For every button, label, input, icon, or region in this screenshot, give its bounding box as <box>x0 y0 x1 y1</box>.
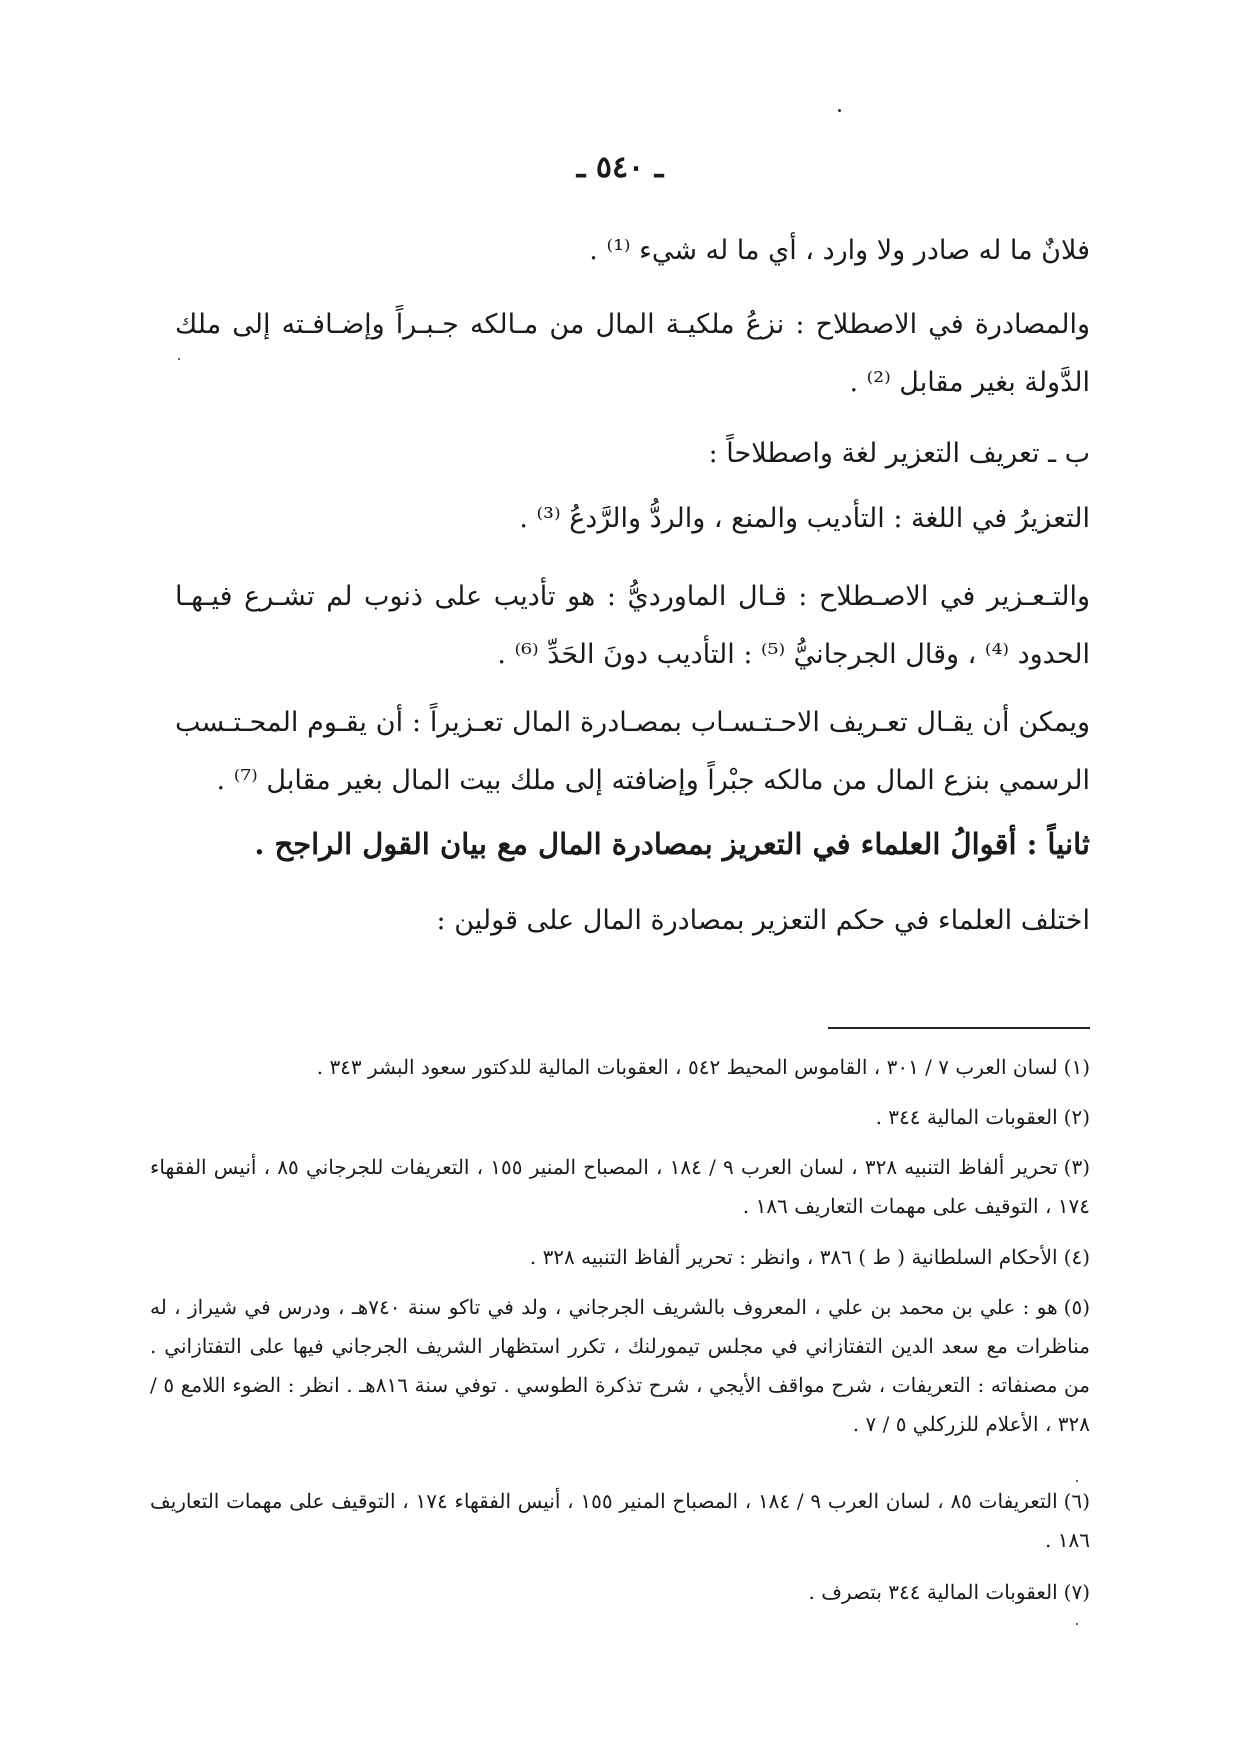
scan-speck <box>1076 1623 1078 1625</box>
footnote-number: (٢) <box>1063 1105 1090 1129</box>
footnote-text: العقوبات المالية ٣٤٤ . <box>875 1105 1058 1129</box>
paragraph-1: فلانٌ ما له صادر ولا وارد ، أي ما له شيء ⁽¹⁾ . <box>589 235 1090 266</box>
paragraph-technical-definition: والتـعـزير في الاصـطلاح : قـال الماورديُّ : هو تأديب على ذنوب لم تشـرع فيـهـا الحدود ⁽⁴⁾ ، وقال الجرجانيُّ ⁽⁵⁾ : التأديب دونَ الحَدِّ ⁽⁶⁾ . <box>175 581 1090 670</box>
paragraph-lexical-definition: التعزيرُ في اللغة : التأديب والمنع ، والردُّ والرَّدعُ ⁽³⁾ . <box>519 503 1090 534</box>
footnote-6 <box>150 1482 1090 1560</box>
section-heading: ثانياً : أقوالُ العلماء في التعريز بمصادرة المال مع بيان القول الراجح . <box>254 827 1090 861</box>
footnote-number: (١) <box>1063 1055 1090 1079</box>
footnote-text: التعريفات ٨٥ ، لسان العرب ٩ / ١٨٤ ، المصباح المنير ١٥٥ ، أنيس الفقهاء ١٧٤ ، التوقيف على مهمات التعاريف ١٨٦ . <box>150 1489 1090 1552</box>
footnote-number: (٧) <box>1063 1580 1090 1604</box>
paragraph-proposed-definition: ويمكن أن يقـال تعـريف الاحـتـسـاب بمصـادرة المال تعـزيراً : أن يقـوم المحـتـسب الرسمي بنزع المال من مالكه جبْراً وإضافته إلى ملك بيت المال بغير مقابل ⁽⁷⁾ . <box>175 707 1090 796</box>
scan-speck <box>838 109 841 112</box>
footnote-2 <box>150 1098 1090 1137</box>
footnote-3 <box>150 1148 1090 1226</box>
footnote-number: (٥) <box>1063 1295 1091 1319</box>
footnote-text: هو : علي بن محمد بن علي ، المعروف بالشريف الجرجاني ، ولد في تاكو سنة ٧٤٠هـ ، ودرس في شيراز ، له مناظرات مع سعد الدين التفتازاني في مجلس تيمورلنك ، تكرر استظهار الشريف الجرجاني فيها على التفتازاني . من مصنفاته : التعريفات ، شرح مواقف الأيجي ، شرح تذكرة الطوسي . توفي سنة ٨١٦هـ . انظر : الضوء اللامع ٥ / ٣٢٨ ، الأعلام للزركلي ٥ / ٧ . <box>150 1295 1090 1436</box>
subheading-ta-zir-definition: ب ـ تعريف التعزير لغة واصطلاحاً : <box>708 438 1090 469</box>
page-number: ـ ٥٤٠ ـ <box>576 150 664 185</box>
footnote-text: تحرير ألفاظ التنبيه ٣٢٨ ، لسان العرب ٩ / ١٨٤ ، المصباح المنير ١٥٥ ، التعريفات للجرجاني ٨٥ ، أنيس الفقهاء ١٧٤ ، التوقيف على مهمات التعاريف ١٨٦ . <box>150 1155 1090 1218</box>
footnote-1 <box>150 1048 1090 1087</box>
footnote-4 <box>150 1238 1090 1277</box>
footnote-text: الأحكام السلطانية ( ط ) ٣٨٦ ، وانظر : تحرير ألفاظ التنبيه ٣٢٨ . <box>529 1245 1058 1269</box>
footnote-text: لسان العرب ٧ / ٣٠١ ، القاموس المحيط ٥٤٢ ، العقوبات المالية للدكتور سعود البشر ٣٤٣ . <box>316 1055 1058 1079</box>
footnote-5 <box>150 1288 1090 1444</box>
footnote-text: العقوبات المالية ٣٤٤ بتصرف . <box>808 1580 1058 1604</box>
footnote-separator <box>828 1027 1090 1029</box>
footnote-7 <box>150 1573 1090 1612</box>
paragraph-2: والمصادرة في الاصطلاح : نزعُ ملكيـة المال من مـالكه جـبـراً وإضـافـته إلى ملك الدَّولة بغير مقابل ⁽²⁾ . <box>175 309 1090 398</box>
footnote-number: (٤) <box>1063 1245 1090 1269</box>
footnote-number: (٦) <box>1063 1489 1091 1513</box>
footnote-number: (٣) <box>1063 1155 1091 1179</box>
paragraph-scholars-differ: اختلف العلماء في حكم التعزير بمصادرة المال على قولين : <box>436 905 1090 936</box>
